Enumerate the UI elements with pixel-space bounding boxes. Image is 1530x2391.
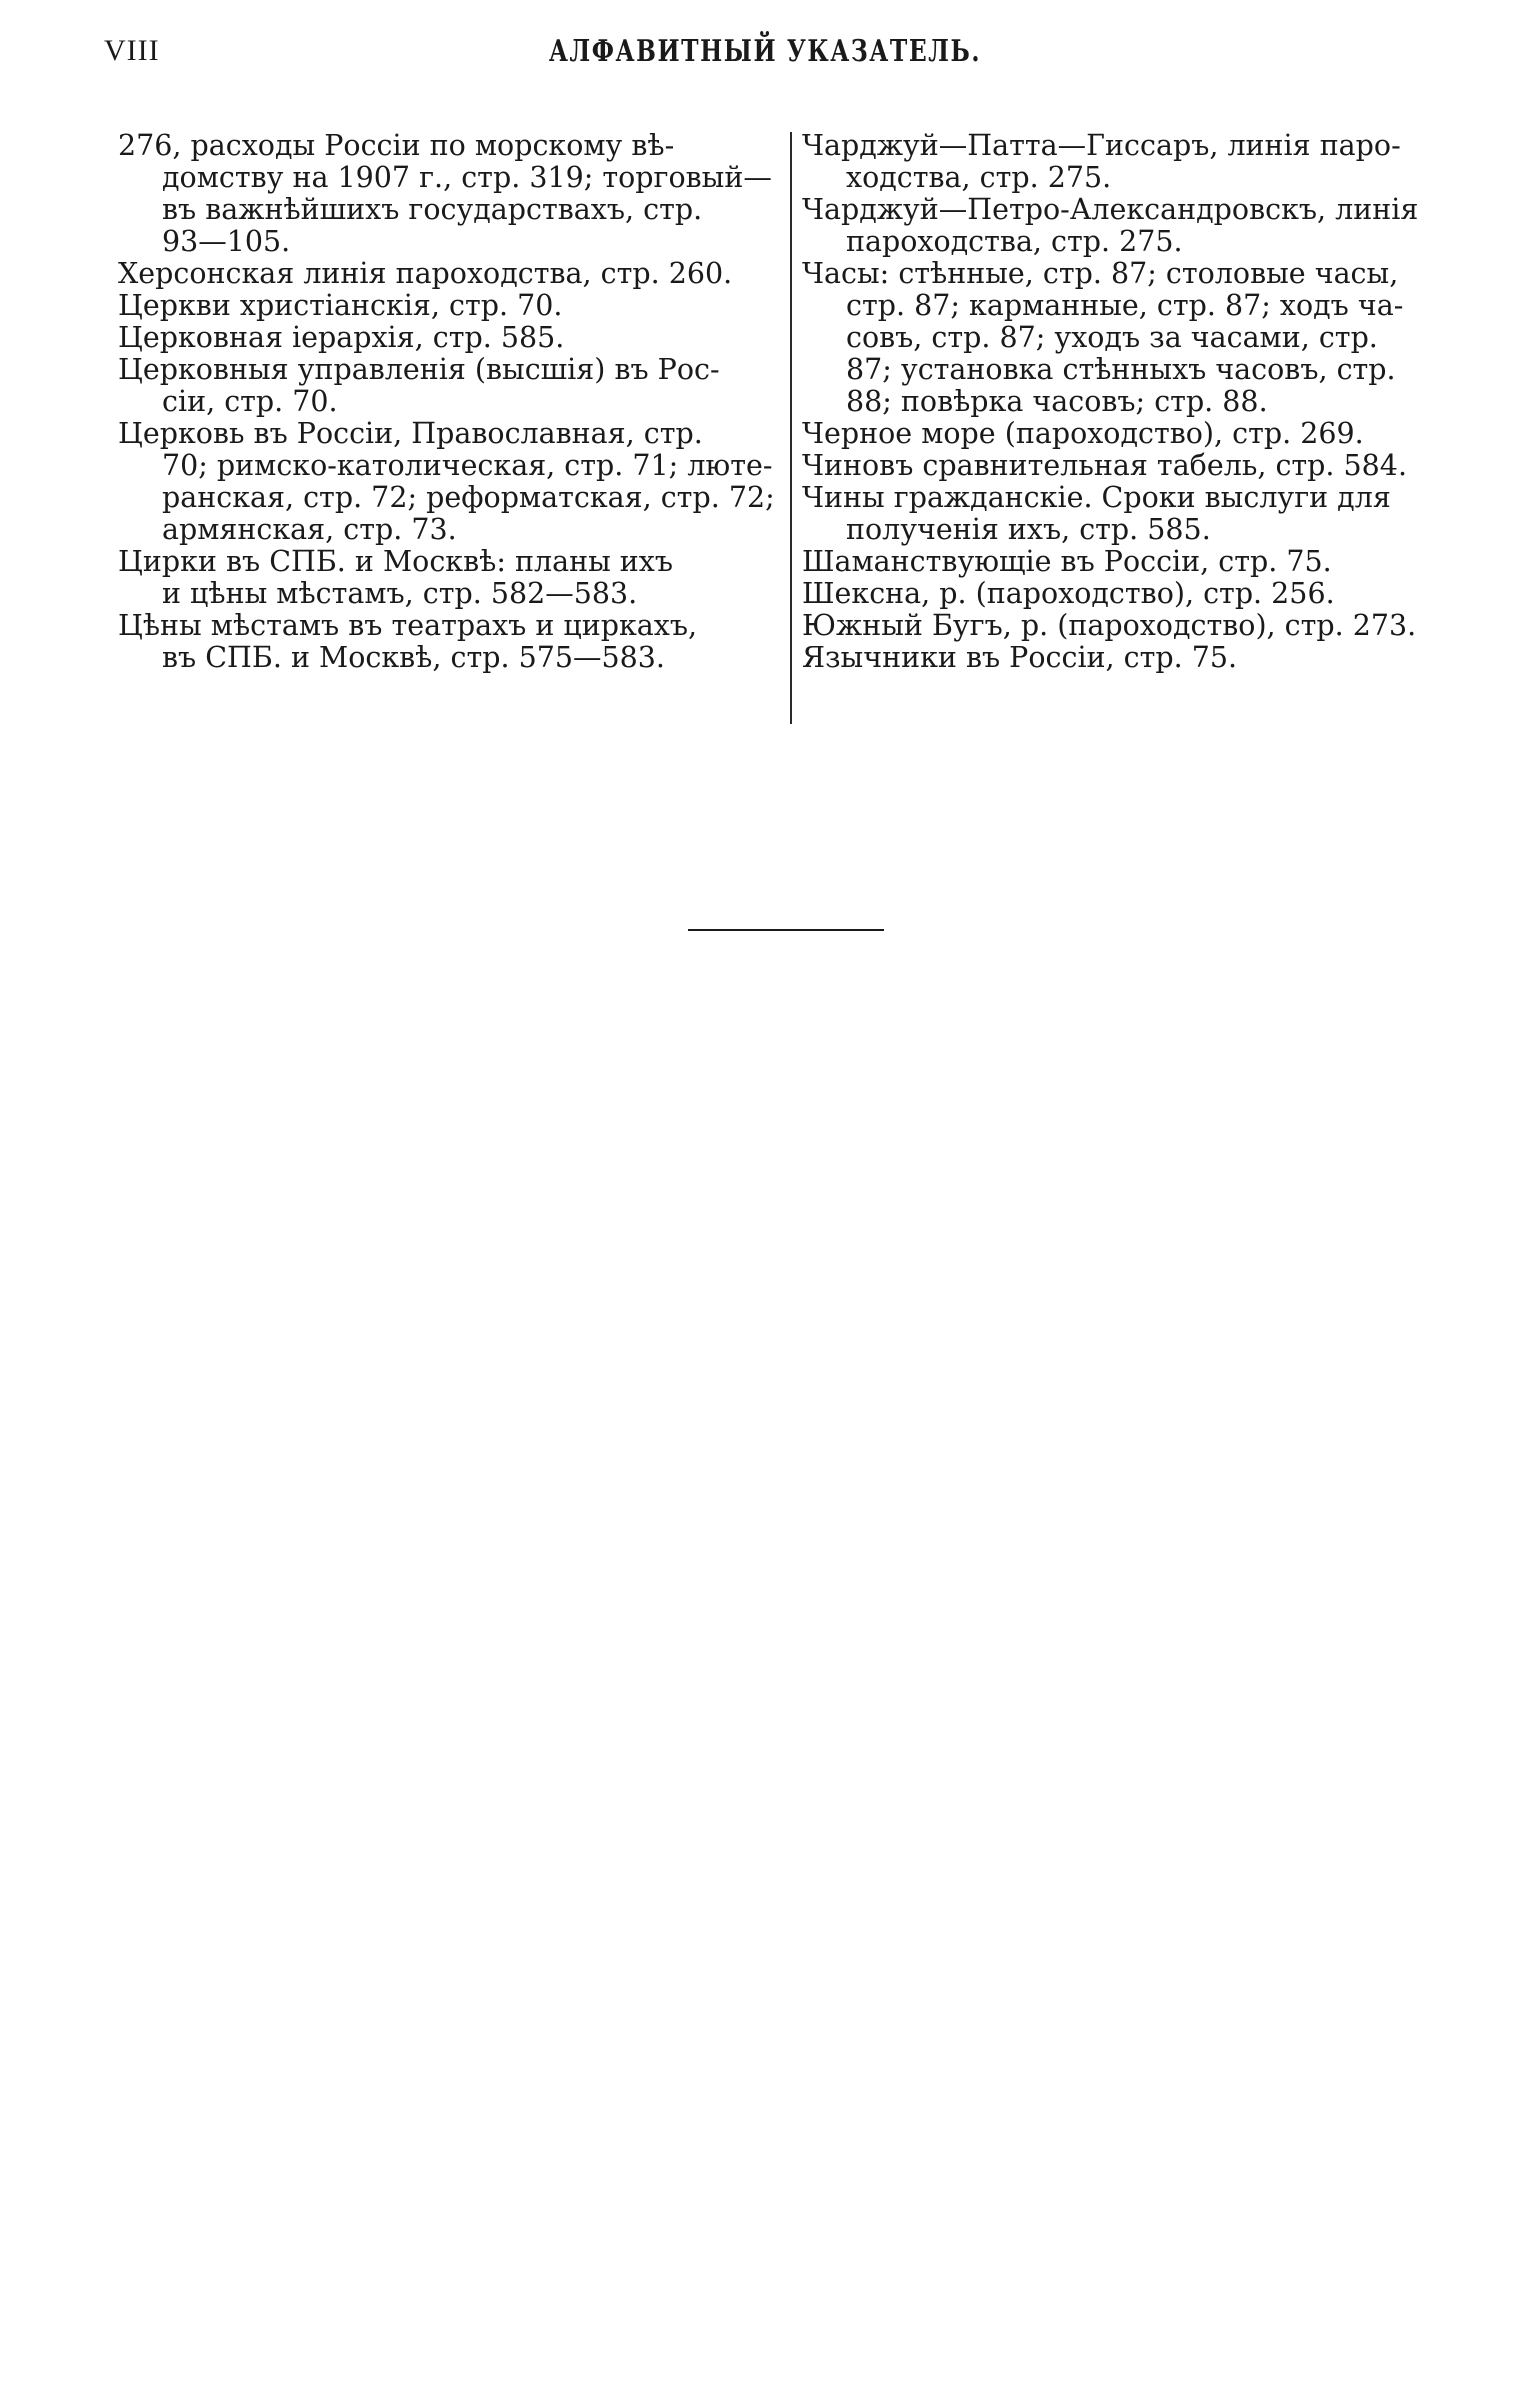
index-entry: Шаманствующіе въ Россіи, стр. 75. (802, 545, 1332, 578)
index-entry: Цѣны мѣстамъ въ театрахъ и циркахъ, въ СПБ. и Москвѣ, стр. 575—583. (118, 609, 698, 674)
index-entry: Церкви христіанскія, стр. 70. (118, 289, 563, 322)
page-number: VIII (104, 34, 160, 67)
index-entry: Черное море (пароходство), стр. 269. (802, 417, 1364, 450)
running-head-title: АЛФАВИТНЫЙ УКАЗАТЕЛЬ. (548, 34, 982, 69)
index-entry: Часы: стѣнные, стр. 87; столовые часы, стр. 87; карманные, стр. 87; ходъ ча- совъ, стр. 87; уходъ за часами, стр. 87; установка стѣнныхъ часовъ, стр. 88; повѣрка часовъ; стр. 88. (802, 257, 1404, 418)
index-entry: Шексна, р. (пароходство), стр. 256. (802, 577, 1335, 610)
index-column-right (802, 130, 1470, 674)
index-entry: 276, расходы Россіи по морскому вѣ- домству на 1907 г., стр. 319; торговый— въ важнѣйшихъ государствахъ, стр. 93—105. (118, 129, 772, 258)
index-entry: Церковь въ Россіи, Православная, стр. 70; римско-католическая, стр. 71; люте- ранская, стр. 72; реформатская, стр. 72; армянская, стр. 73. (118, 417, 775, 546)
index-entry: Чины гражданскіе. Сроки выслуги для полученія ихъ, стр. 585. (802, 481, 1391, 546)
index-entry: Церковная іерархія, стр. 585. (118, 321, 565, 354)
index-entry: Чиновъ сравнительная табель, стр. 584. (802, 449, 1407, 482)
index-entry: Херсонская линія пароходства, стр. 260. (118, 257, 733, 290)
index-entry: Южный Бугъ, р. (пароходство), стр. 273. (802, 609, 1417, 642)
index-entry: Чарджуй—Патта—Гиссаръ, линія паро- ходства, стр. 275. (802, 129, 1401, 194)
index-entry: Язычники въ Россіи, стр. 75. (802, 641, 1238, 674)
column-divider (790, 132, 792, 724)
index-entry: Чарджуй—Петро-Александровскъ, линія пароходства, стр. 275. (802, 193, 1419, 258)
index-column-left (118, 130, 786, 674)
index-entry: Церковныя управленія (высшія) въ Рос- сіи, стр. 70. (118, 353, 720, 418)
index-entry: Цирки въ СПБ. и Москвѣ: планы ихъ и цѣны мѣстамъ, стр. 582—583. (118, 545, 674, 610)
end-rule (688, 929, 884, 931)
